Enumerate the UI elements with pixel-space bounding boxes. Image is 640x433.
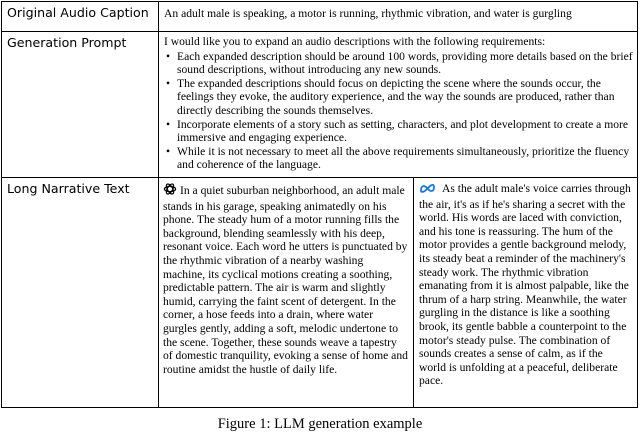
- openai-logo-icon: [163, 182, 177, 200]
- list-item: • Incorporate elements of a story such as setting, characters, and plot development to create a more immersive and engaging experience.: [177, 118, 633, 145]
- row-label: Long Narrative Text: [2, 178, 159, 407]
- long-narratives: [159, 178, 637, 407]
- example-table: [1, 1, 638, 408]
- table-row: [2, 178, 637, 407]
- original-caption-text: An adult male is speaking, a motor is running, rhythmic vibration, and water is gurgling: [164, 7, 572, 20]
- row-label: Original Audio Caption: [2, 2, 159, 31]
- narrative-text: In a quiet suburban neighborhood, an adult male stands in his garage, speaking animatedly on his phone. The steady hum of a motor running fills the background, blending seamlessly with his deep, resonant voice. Each word he utters is punctuated by the rhythmic vibration of a nearby washing machine, its cyclical motions creating a soothing, predictable pattern. The air is warm and slightly humid, carrying the faint scent of detergent. In the corner, a hose feeds into a drain, where water gurgles gently, adding a soft, melodic undertone to the scene. Together, these sounds weave a tapestry of domestic tranquility, evoking a sense of home and routine amidst the hustle of daily life.: [163, 184, 408, 376]
- list-item: • The expanded descriptions should focus on depicting the scene where the sounds occur, the feelings they evoke, the auditory experience, and the way the sounds are produced, rather than directly describing the sounds themselves.: [177, 77, 633, 118]
- figure-caption: Figure 1: LLM generation example: [217, 416, 423, 432]
- prompt-intro: I would like you to expand an audio descriptions with the following requirements:: [164, 35, 546, 48]
- narrative-text: As the adult male's voice carries through the air, it's as if he's sharing a secret with the world. His words are laced with conviction, and his tone is reassuring. The hum of the motor provides a gentle background melody, its steady beat a reminder of the machinery's steady work. The rhythmic vibration emanating from it is almost palpable, like the thrum of a harp string. Meanwhile, the water gurgling in the distance is like a soothing brook, its gentle babble a counterpoint to the motor's steady pulse. The combination of sounds creates a sense of calm, as if the world is unfolding at a peaceful, deliberate pace.: [419, 182, 631, 388]
- list-item: • Each expanded description should be around 100 words, providing more details based on the brief sound descriptions, without introducing any new sounds.: [177, 50, 633, 77]
- narrative-openai: [159, 178, 414, 407]
- list-item: • While it is not necessary to meet all the above requirements simultaneously, prioritize the fluency and coherence of the language.: [177, 145, 633, 172]
- table-row: [2, 32, 637, 178]
- meta-logo-icon: [419, 183, 436, 198]
- row-label: Generation Prompt: [2, 32, 159, 177]
- generation-prompt: [159, 32, 637, 177]
- table-row: [2, 2, 637, 32]
- narrative-meta: [414, 178, 637, 407]
- prompt-requirements-list: [164, 50, 633, 172]
